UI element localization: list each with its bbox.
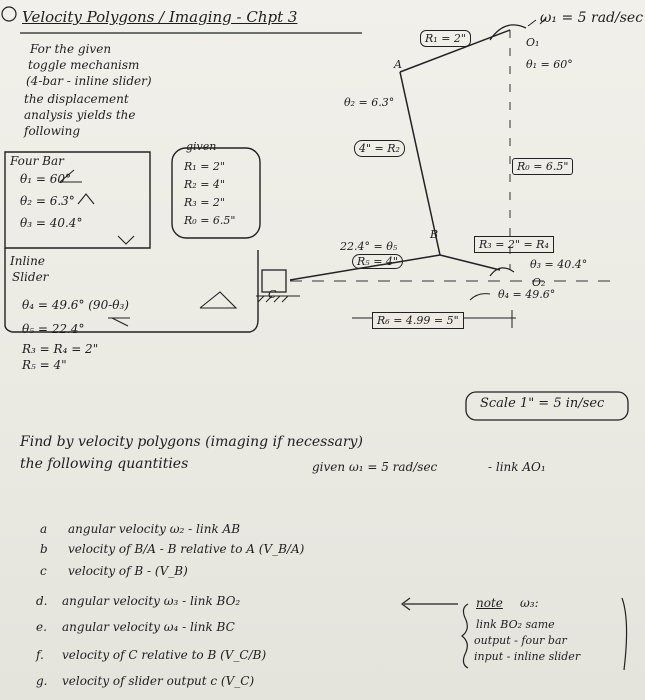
intro-line-4: the displacement <box>24 92 129 106</box>
task-line-1: Find by velocity polygons (imaging if necessary) <box>20 434 363 450</box>
fourbar-theta3: θ₃ = 40.4° <box>20 216 83 230</box>
label-theta2: θ₂ = 6.3° <box>344 96 395 109</box>
intro-line-3: (4-bar - inline slider) <box>26 74 152 88</box>
intro-line-2: toggle mechanism <box>28 58 140 72</box>
task-line-2: the following quantities <box>20 456 189 472</box>
slider-r34: R₃ = R₄ = 2" <box>22 342 99 356</box>
note-line-2: output - four bar <box>474 634 567 647</box>
note-title: note <box>476 596 503 610</box>
given-r1: R₁ = 2" <box>184 160 225 173</box>
theta4-arc <box>470 294 490 300</box>
intro-line-5: analysis yields the <box>24 108 136 122</box>
label-theta4: θ₄ = 49.6° <box>498 288 556 301</box>
item-e-text: angular velocity ω₄ - link BC <box>62 620 235 634</box>
slider-theta4: θ₄ = 49.6° (90-θ₃) <box>22 298 129 312</box>
angle-sketch-theta4 <box>200 292 236 308</box>
item-c-letter: c <box>40 564 47 578</box>
intro-line-6: following <box>24 124 81 138</box>
label-o2: O₂ <box>532 276 546 289</box>
item-e-letter: e. <box>36 620 47 634</box>
item-a-text: angular velocity ω₂ - link AB <box>68 522 241 536</box>
task-link: - link AO₁ <box>488 460 546 474</box>
slider-label-1: Inline <box>10 254 45 268</box>
item-f-text: velocity of C relative to B (V_C/B) <box>62 648 267 662</box>
item-g-letter: g. <box>36 674 48 688</box>
label-A: A <box>394 58 402 71</box>
label-r34: R₃ = 2" = R₄ <box>474 236 554 253</box>
link-BO2 <box>440 255 500 270</box>
slider-ground <box>256 296 300 302</box>
page-number-circle <box>2 7 16 21</box>
given-r2: R₂ = 4" <box>184 178 225 191</box>
slider-label-2: Slider <box>12 270 49 284</box>
item-d-text: angular velocity ω₃ - link BO₂ <box>62 594 241 608</box>
fourbar-theta2: θ₂ = 6.3° <box>20 194 75 208</box>
angle-sketch-theta3 <box>118 236 134 244</box>
label-angle5: 22.4° = θ₅ <box>340 240 398 253</box>
item-f-letter: f. <box>36 648 44 662</box>
fourbar-label: Four Bar <box>10 154 64 168</box>
note-line-3: input - inline slider <box>474 650 581 663</box>
note-brace-right <box>622 598 627 670</box>
note-line-1: link BO₂ same <box>476 618 555 631</box>
intro-line-1: For the given <box>30 42 112 56</box>
label-r0: R₀ = 6.5" <box>512 158 573 175</box>
label-r6: R₆ = 4.99 = 5" <box>372 312 464 329</box>
task-given: given ω₁ = 5 rad/sec <box>312 460 438 474</box>
item-g-text: velocity of slider output c (V_C) <box>62 674 255 688</box>
fourbar-theta1: θ₁ = 60° <box>20 172 71 186</box>
o1-ground <box>490 25 526 40</box>
label-r1: R₁ = 2" <box>420 30 471 47</box>
label-r5: R₅ = 4" <box>352 254 403 269</box>
item-b-letter: b <box>40 542 48 556</box>
given-r3: R₃ = 2" <box>184 196 225 209</box>
slider-theta5: θ₅ = 22.4° <box>22 322 85 336</box>
item-c-text: velocity of B - (V_B) <box>68 564 188 578</box>
label-theta1: θ₁ = 60° <box>526 58 573 71</box>
label-o1: O₁ <box>526 36 540 49</box>
given-label: given <box>186 140 217 153</box>
item-a-letter: a <box>40 522 48 536</box>
slider-r5: R₅ = 4" <box>22 358 67 372</box>
angle-sketch-theta5 <box>108 318 130 326</box>
page-title: Velocity Polygons / Imaging - Chpt 3 <box>22 8 298 26</box>
note-brace <box>462 604 468 668</box>
angle-sketch-A <box>78 194 94 204</box>
scale-label: Scale 1" = 5 in/sec <box>480 396 605 411</box>
label-r2: 4" = R₂ <box>354 140 405 157</box>
label-theta3: θ₃ = 40.4° <box>530 258 588 271</box>
label-B: B <box>430 228 439 241</box>
given-r0: R₀ = 6.5" <box>184 214 236 227</box>
item-b-text: velocity of B/A - B relative to A (V_B/A) <box>68 542 305 556</box>
label-C: C <box>268 288 277 301</box>
item-d-letter: d. <box>36 594 48 608</box>
note-omega: ω₃: <box>520 596 539 610</box>
omega-given: ω₁ = 5 rad/sec <box>540 10 644 26</box>
